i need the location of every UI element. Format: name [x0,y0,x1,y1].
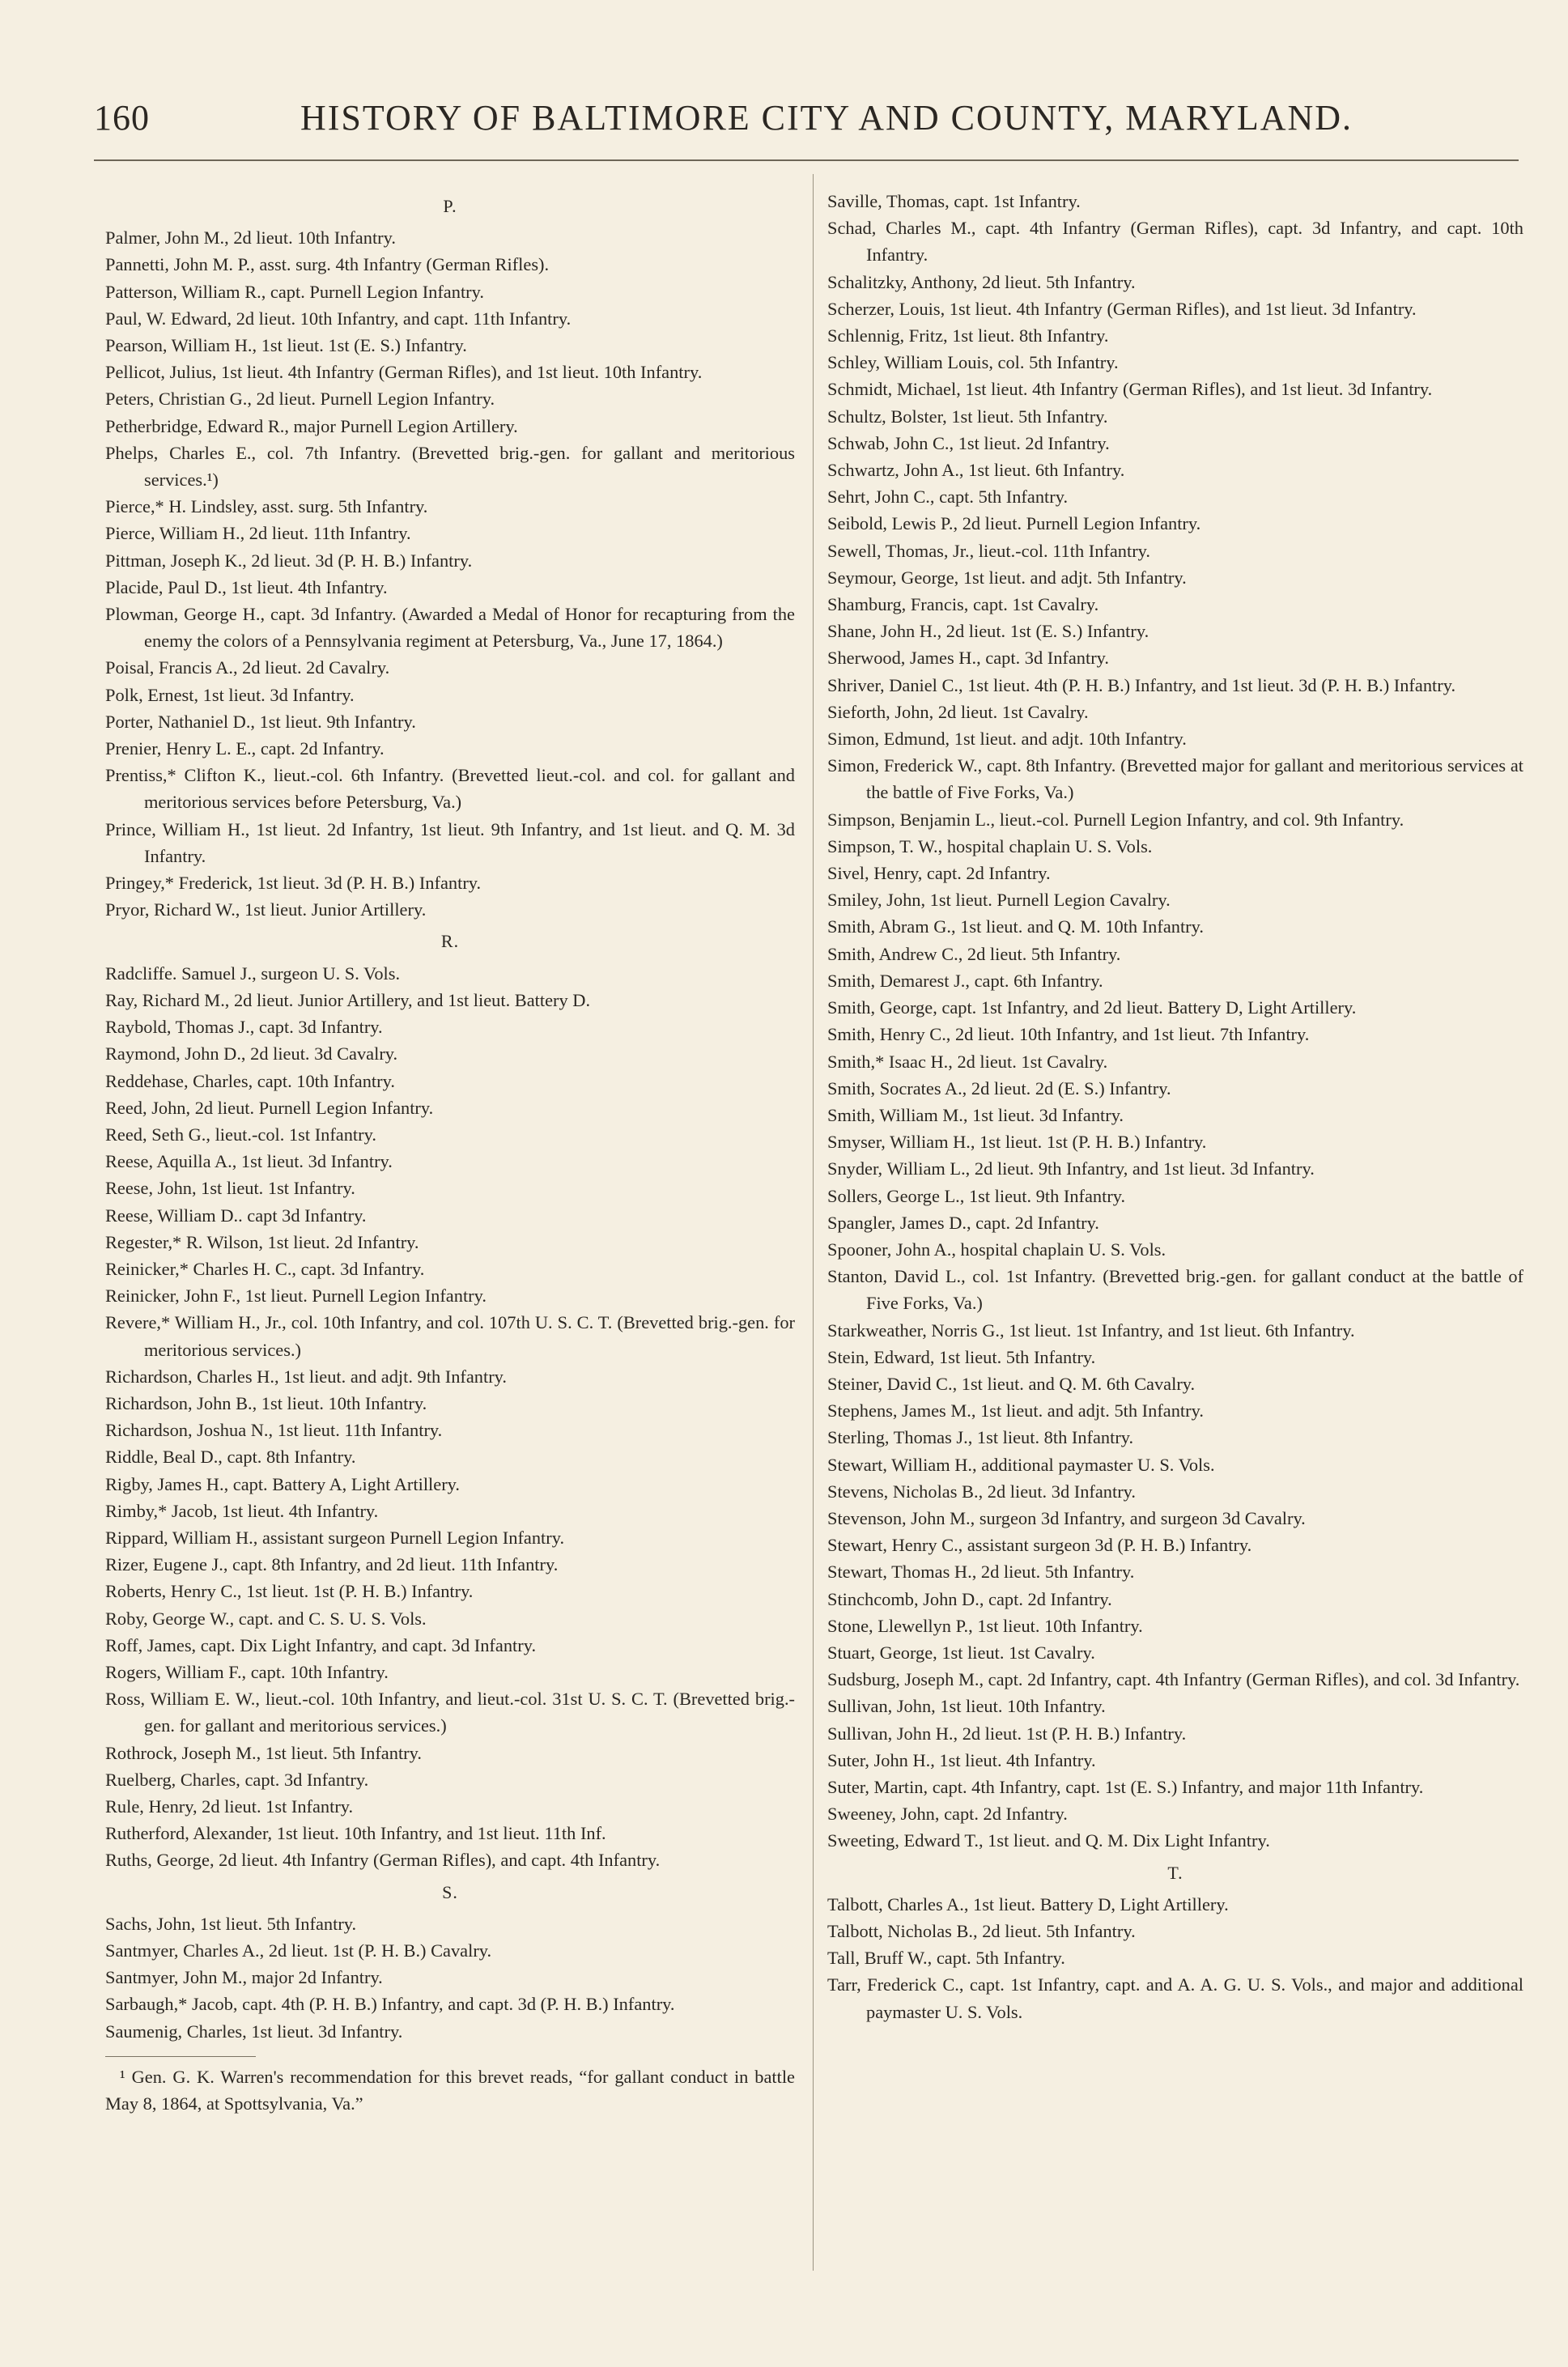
roster-entry: Rizer, Eugene J., capt. 8th Infantry, and 2d lieut. 11th Infantry. [105,1554,559,1575]
roster-entry: Schwartz, John A., 1st lieut. 6th Infantry. [827,460,1125,481]
roster-entry: Schalitzky, Anthony, 2d lieut. 5th Infantry. [827,271,1136,292]
roster-entry: Polk, Ernest, 1st lieut. 3d Infantry. [105,684,355,705]
roster-entry: Ross, William E. W., lieut.-col. 10th Infantry, and lieut.-col. 31st U. S. C. T. (Brevetted brig.-gen. for gallant and meritorious services.) [105,1689,795,1736]
roster-entry: Schmidt, Michael, 1st lieut. 4th Infantry (German Rifles), and 1st lieut. 3d Infantry. [827,379,1433,400]
roster-entry: Porter, Nathaniel D., 1st lieut. 9th Infantry. [105,711,416,732]
roster-entry: Roberts, Henry C., 1st lieut. 1st (P. H. B.) Infantry. [105,1581,474,1602]
roster-entry: Rule, Henry, 2d lieut. 1st Infantry. [105,1795,354,1817]
left-sections [105,193,795,2045]
roster-entry: Reinicker,* Charles H. C., capt. 3d Infantry. [105,1258,425,1279]
roster-entry: Revere,* William H., Jr., col. 10th Infantry, and col. 107th U. S. C. T. (Brevetted brig.-gen. for meritorious services.) [105,1312,795,1360]
roster-entry: Prentiss,* Clifton K., lieut.-col. 6th Infantry. (Brevetted lieut.-col. and col. for gallant and meritorious services before Petersburg, Va.) [105,765,795,813]
roster-entry: Sieforth, John, 2d lieut. 1st Cavalry. [827,701,1089,722]
roster-entry: Stinchcomb, John D., capt. 2d Infantry. [827,1588,1112,1609]
roster-entry: Stewart, Henry C., assistant surgeon 3d (P. H. B.) Infantry. [827,1535,1252,1556]
roster-entry: Stevenson, John M., surgeon 3d Infantry, and surgeon 3d Cavalry. [827,1507,1306,1528]
roster-entry: Richardson, John B., 1st lieut. 10th Infantry. [105,1392,427,1413]
roster-entry: Stone, Llewellyn P., 1st lieut. 10th Infantry. [827,1615,1143,1636]
roster-entry: Suter, John H., 1st lieut. 4th Infantry. [827,1749,1096,1770]
roster-entry: Stuart, George, 1st lieut. 1st Cavalry. [827,1642,1095,1663]
roster-entry: Phelps, Charles E., col. 7th Infantry. (Brevetted brig.-gen. for gallant and meritorious services.¹) [105,442,795,491]
roster-entry: Sollers, George L., 1st lieut. 9th Infantry. [827,1185,1126,1206]
roster-entry: Ruths, George, 2d lieut. 4th Infantry (German Rifles), and capt. 4th Infantry. [105,1850,661,1871]
roster-entry: Reinicker, John F., 1st lieut. Purnell Legion Infantry. [105,1285,487,1307]
section-letter: R. [440,931,460,952]
roster-entry: Pearson, William H., 1st lieut. 1st (E. S.) Infantry. [105,335,467,356]
roster-entry: Rutherford, Alexander, 1st lieut. 10th Infantry, and 1st lieut. 11th Inf. [105,1823,606,1844]
section-letter: S. [442,1881,458,1902]
left-column [105,188,795,2117]
roster-entry: Rimby,* Jacob, 1st lieut. 4th Infantry. [105,1500,379,1521]
roster-entry: Sachs, John, 1st lieut. 5th Infantry. [105,1913,357,1934]
roster-entry: Talbott, Nicholas B., 2d lieut. 5th Infantry. [827,1921,1136,1941]
roster-entry: Pierce, William H., 2d lieut. 11th Infantry. [105,523,411,544]
roster-entry: Sullivan, John, 1st lieut. 10th Infantry. [827,1696,1106,1717]
roster-entry: Stewart, William H., additional paymaster U. S. Vols. [827,1454,1215,1475]
page-number: 160 [94,98,150,138]
roster-entry: Sehrt, John C., capt. 5th Infantry. [827,487,1069,508]
roster-entry: Reese, John, 1st lieut. 1st Infantry. [105,1178,355,1199]
roster-entry: Smith, Socrates A., 2d lieut. 2d (E. S.) Infantry. [827,1077,1171,1099]
roster-entry: Scherzer, Louis, 1st lieut. 4th Infantry (German Rifles), and 1st lieut. 3d Infantry. [827,298,1417,319]
roster-entry: Ruelberg, Charles, capt. 3d Infantry. [105,1769,369,1790]
roster-entry: Schad, Charles M., capt. 4th Infantry (German Rifles), capt. 3d Infantry, and capt. 10th Infantry. [827,218,1523,266]
roster-entry: Pringey,* Frederick, 1st lieut. 3d (P. H. B.) Infantry. [105,873,482,894]
right-sections [827,188,1523,2025]
roster-entry: Radcliffe. Samuel J., surgeon U. S. Vols. [105,963,401,984]
roster-entry: Smith, Henry C., 2d lieut. 10th Infantry, and 1st lieut. 7th Infantry. [827,1024,1310,1045]
roster-entry: Smith, Demarest J., capt. 6th Infantry. [827,970,1103,991]
roster-entry: Reed, John, 2d lieut. Purnell Legion Infantry. [105,1097,434,1118]
roster-entry: Sudsburg, Joseph M., capt. 2d Infantry, capt. 4th Infantry (German Rifles), and col. 3d Infantry. [827,1669,1520,1690]
roster-entry: Prince, William H., 1st lieut. 2d Infantry, 1st lieut. 9th Infantry, and 1st lieut. and Q. M. 3d Infantry. [105,818,795,866]
roster-entry: Raymond, John D., 2d lieut. 3d Cavalry. [105,1043,398,1065]
footnote-rule [105,2056,256,2057]
roster-entry: Seibold, Lewis P., 2d lieut. Purnell Legion Infantry. [827,513,1201,534]
roster-entry: Pierce,* H. Lindsley, asst. surg. 5th Infantry. [105,496,428,517]
roster-entry: Peters, Christian G., 2d lieut. Purnell Legion Infantry. [105,389,495,410]
roster-entry: Spooner, John A., hospital chaplain U. S. Vols. [827,1239,1166,1260]
roster-entry: Santmyer, Charles A., 2d lieut. 1st (P. H. B.) Cavalry. [105,1940,492,1961]
roster-entry: Simon, Edmund, 1st lieut. and adjt. 10th Infantry. [827,729,1187,750]
roster-entry: Rogers, William F., capt. 10th Infantry. [105,1661,389,1682]
section-letter: T. [1167,1862,1183,1883]
page-header [94,97,1519,154]
roster-entry: Schley, William Louis, col. 5th Infantry. [827,352,1119,373]
page-title: HISTORY OF BALTIMORE CITY AND COUNTY, MARYLAND. [300,98,1353,138]
roster-entry: Schlennig, Fritz, 1st lieut. 8th Infantry. [827,325,1109,346]
roster-entry: Sewell, Thomas, Jr., lieut.-col. 11th Infantry. [827,540,1151,561]
roster-entry: Smith, Abram G., 1st lieut. and Q. M. 10th Infantry. [827,916,1204,937]
roster-entry: Pittman, Joseph K., 2d lieut. 3d (P. H. B.) Infantry. [105,550,473,571]
section-letter: P. [443,196,457,216]
roster-entry: Simpson, T. W., hospital chaplain U. S. Vols. [827,835,1153,856]
roster-entry: Starkweather, Norris G., 1st lieut. 1st Infantry, and 1st lieut. 6th Infantry. [827,1319,1355,1341]
roster-entry: Pannetti, John M. P., asst. surg. 4th Infantry (German Rifles). [105,254,550,275]
roster-entry: Reddehase, Charles, capt. 10th Infantry. [105,1070,395,1091]
roster-entry: Riddle, Beal D., capt. 8th Infantry. [105,1447,356,1468]
roster-entry: Reese, William D.. capt 3d Infantry. [105,1205,367,1226]
roster-entry: Patterson, William R., capt. Purnell Legion Infantry. [105,281,484,302]
roster-entry: Prenier, Henry L. E., capt. 2d Infantry. [105,738,385,759]
roster-entry: Regester,* R. Wilson, 1st lieut. 2d Infantry. [105,1231,419,1252]
roster-entry: Roby, George W., capt. and C. S. U. S. Vols. [105,1608,427,1629]
roster-entry: Stewart, Thomas H., 2d lieut. 5th Infantry. [827,1562,1135,1583]
roster-entry: Plowman, George H., capt. 3d Infantry. (Awarded a Medal of Honor for recapturing from the enemy the colors of a Pennsylvania regiment at Petersburg, Va., June 17, 1864.) [105,604,795,652]
roster-entry: Steiner, David C., 1st lieut. and Q. M. 6th Cavalry. [827,1373,1196,1394]
roster-entry: Stephens, James M., 1st lieut. and adjt. 5th Infantry. [827,1400,1204,1421]
roster-entry: Pellicot, Julius, 1st lieut. 4th Infantry (German Rifles), and 1st lieut. 10th Infantry. [105,362,703,383]
roster-entry: Sivel, Henry, capt. 2d Infantry. [827,863,1051,884]
roster-entry: Schultz, Bolster, 1st lieut. 5th Infantry. [827,406,1108,427]
roster-entry: Rigby, James H., capt. Battery A, Light Artillery. [105,1473,460,1494]
roster-entry: Palmer, John M., 2d lieut. 10th Infantry. [105,227,396,249]
roster-entry: Shriver, Daniel C., 1st lieut. 4th (P. H. B.) Infantry, and 1st lieut. 3d (P. H. B.) Infantry. [827,674,1456,695]
roster-entry: Stein, Edward, 1st lieut. 5th Infantry. [827,1346,1096,1367]
header-rule [94,159,1519,161]
roster-entry: Snyder, William L., 2d lieut. 9th Infantry, and 1st lieut. 3d Infantry. [827,1158,1315,1179]
roster-entry: Schwab, John C., 1st lieut. 2d Infantry. [827,432,1110,453]
roster-entry: Rothrock, Joseph M., 1st lieut. 5th Infantry. [105,1742,422,1763]
roster-entry: Sterling, Thomas J., 1st lieut. 8th Infantry. [827,1427,1134,1448]
roster-entry: Sherwood, James H., capt. 3d Infantry. [827,648,1110,669]
roster-entry: Shamburg, Francis, capt. 1st Cavalry. [827,594,1099,615]
roster-entry: Petherbridge, Edward R., major Purnell Legion Artillery. [105,415,518,436]
roster-entry: Simpson, Benjamin L., lieut.-col. Purnell Legion Infantry, and col. 9th Infantry. [827,809,1404,830]
roster-entry: Raybold, Thomas J., capt. 3d Infantry. [105,1017,383,1038]
roster-entry: Stanton, David L., col. 1st Infantry. (Brevetted brig.-gen. for gallant conduct at the battle of Five Forks, Va.) [827,1266,1523,1314]
right-column [827,188,1523,2025]
roster-entry: Reese, Aquilla A., 1st lieut. 3d Infantry. [105,1151,393,1172]
roster-entry: Sarbaugh,* Jacob, capt. 4th (P. H. B.) Infantry, and capt. 3d (P. H. B.) Infantry. [105,1994,675,2015]
roster-entry: Smith, George, capt. 1st Infantry, and 2d lieut. Battery D, Light Artillery. [827,997,1357,1018]
roster-entry: Ray, Richard M., 2d lieut. Junior Artillery, and 1st lieut. Battery D. [105,989,591,1010]
roster-entry: Seymour, George, 1st lieut. and adjt. 5th Infantry. [827,567,1187,588]
roster-entry: Smiley, John, 1st lieut. Purnell Legion Cavalry. [827,890,1171,911]
roster-entry: Shane, John H., 2d lieut. 1st (E. S.) Infantry. [827,621,1149,642]
footnote: ¹ Gen. G. K. Warren's recommendation for this brevet reads, “for gallant conduct in battle May 8, 1864, at Spottsylvania, Va.” [105,2066,795,2114]
roster-entry: Poisal, Francis A., 2d lieut. 2d Cavalry. [105,657,390,678]
roster-entry: Santmyer, John M., major 2d Infantry. [105,1967,383,1988]
roster-entry: Roff, James, capt. Dix Light Infantry, and capt. 3d Infantry. [105,1634,537,1655]
roster-entry: Smith,* Isaac H., 2d lieut. 1st Cavalry. [827,1051,1108,1072]
roster-entry: Pryor, Richard W., 1st lieut. Junior Artillery. [105,899,427,920]
roster-entry: Rippard, William H., assistant surgeon Purnell Legion Infantry. [105,1527,565,1548]
roster-entry: Suter, Martin, capt. 4th Infantry, capt. 1st (E. S.) Infantry, and major 11th Infantry. [827,1776,1424,1797]
roster-entry: Smyser, William H., 1st lieut. 1st (P. H. B.) Infantry. [827,1132,1207,1153]
roster-entry: Placide, Paul D., 1st lieut. 4th Infantry. [105,576,388,597]
roster-entry: Sweeney, John, capt. 2d Infantry. [827,1804,1068,1825]
roster-entry: Tall, Bruff W., capt. 5th Infantry. [827,1948,1065,1969]
roster-entry: Reed, Seth G., lieut.-col. 1st Infantry. [105,1124,376,1145]
roster-entry: Saville, Thomas, capt. 1st Infantry. [827,191,1081,211]
roster-entry: Richardson, Joshua N., 1st lieut. 11th Infantry. [105,1420,443,1441]
roster-entry: Sullivan, John H., 2d lieut. 1st (P. H. B.) Infantry. [827,1723,1187,1744]
roster-entry: Paul, W. Edward, 2d lieut. 10th Infantry, and capt. 11th Infantry. [105,308,572,329]
roster-entry: Smith, Andrew C., 2d lieut. 5th Infantry. [827,943,1121,964]
roster-entry: Richardson, Charles H., 1st lieut. and adjt. 9th Infantry. [105,1366,508,1387]
roster-entry: Simon, Frederick W., capt. 8th Infantry. (Brevetted major for gallant and meritorious services at the battle of Five Forks, Va.) [827,755,1523,803]
roster-entry: Saumenig, Charles, 1st lieut. 3d Infantry. [105,2021,403,2042]
roster-entry: Sweeting, Edward T., 1st lieut. and Q. M. Dix Light Infantry. [827,1830,1270,1851]
roster-entry: Stevens, Nicholas B., 2d lieut. 3d Infantry. [827,1481,1136,1502]
column-divider [813,174,814,2271]
roster-entry: Smith, William M., 1st lieut. 3d Infantry. [827,1104,1124,1125]
roster-entry: Spangler, James D., capt. 2d Infantry. [827,1212,1099,1233]
roster-entry: Tarr, Frederick C., capt. 1st Infantry, capt. and A. A. G. U. S. Vols., and major and additional paymaster U. S. Vols. [827,1974,1523,2022]
roster-entry: Talbott, Charles A., 1st lieut. Battery D, Light Artillery. [827,1893,1229,1914]
